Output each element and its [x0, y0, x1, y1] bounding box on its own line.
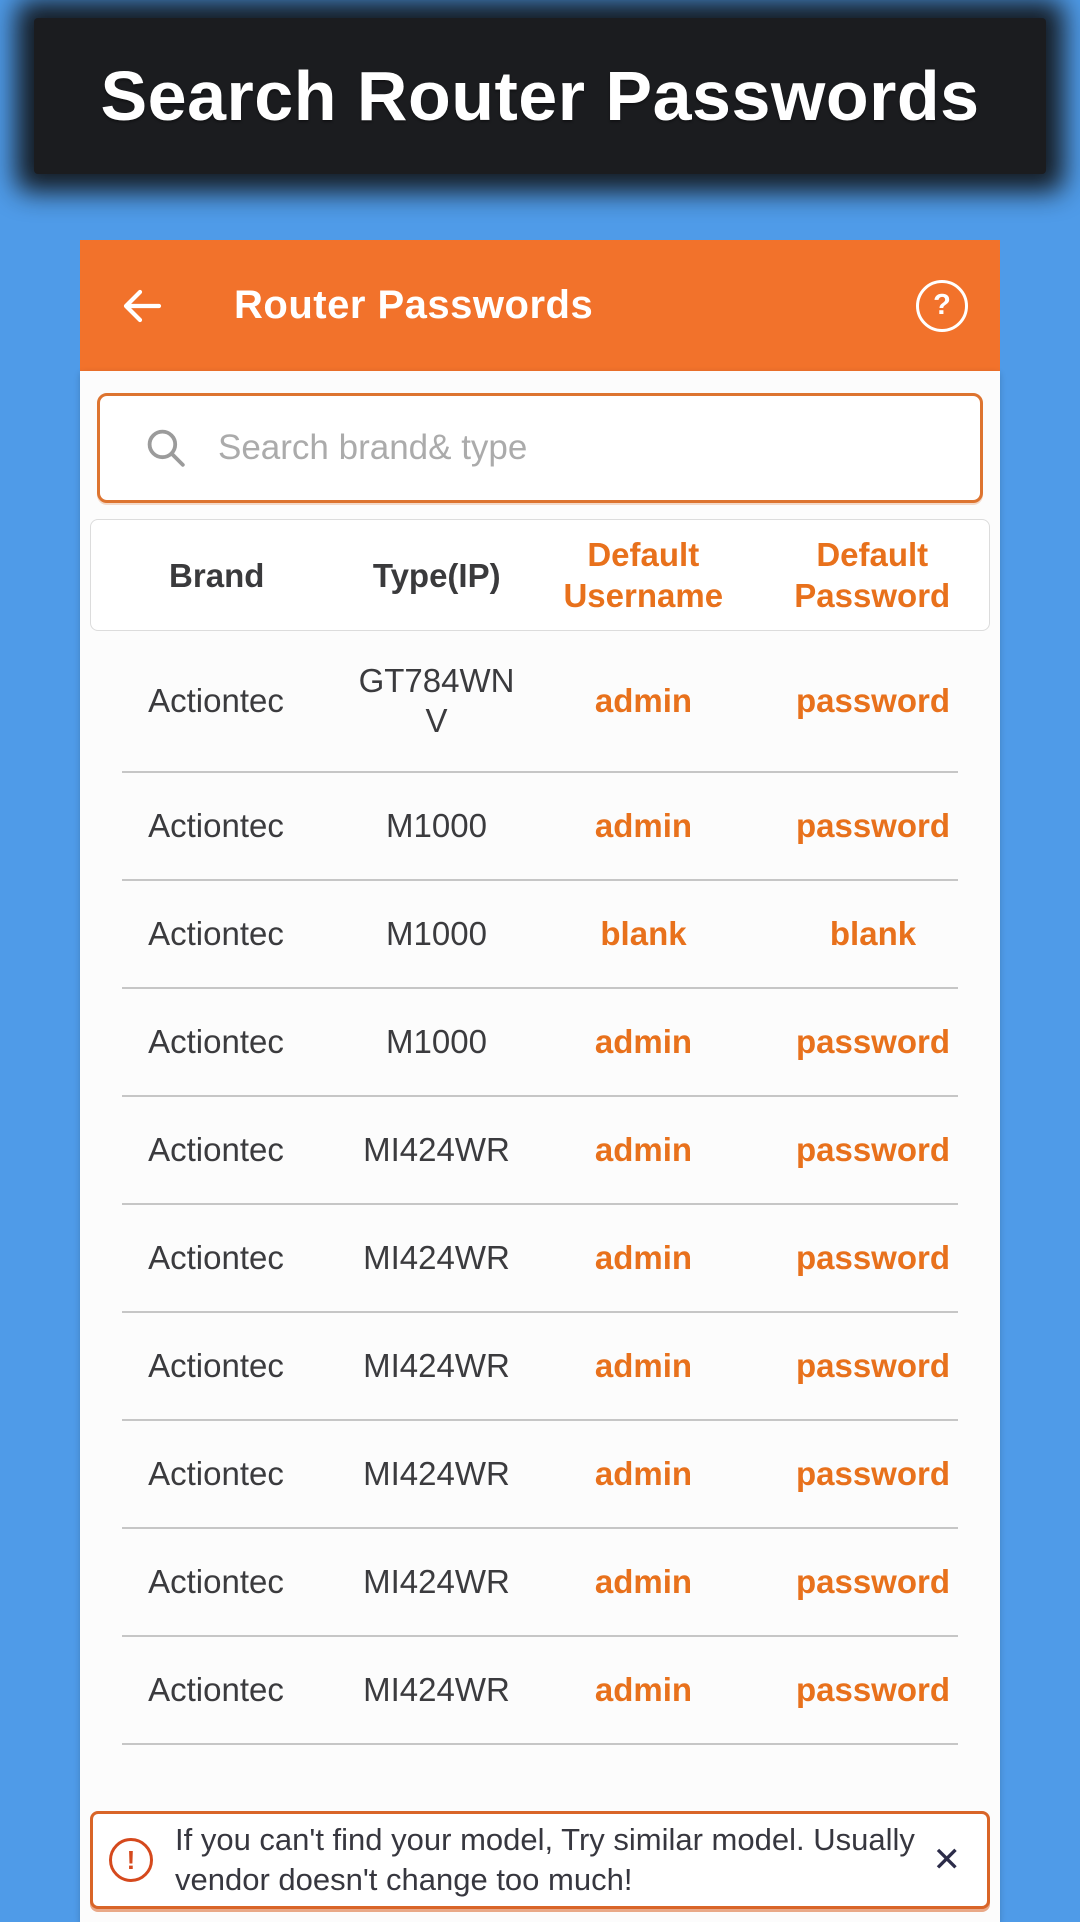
table-header	[90, 519, 990, 631]
table-row[interactable]	[90, 881, 990, 987]
cell-brand: Actiontec	[148, 1671, 284, 1708]
table-row[interactable]	[90, 1313, 990, 1419]
notice-text: If you can't find your model, Try similar model. Usually vendor doesn't change too much!	[175, 1822, 915, 1897]
cell-username: blank	[600, 915, 687, 952]
cell-username: admin	[594, 1563, 693, 1600]
cell-type: M1000	[386, 915, 487, 952]
cell-username: admin	[594, 1455, 693, 1492]
cell-type: M1000	[386, 1023, 487, 1060]
cell-password: password	[795, 1023, 951, 1060]
appbar-title: Router Passwords	[234, 283, 594, 327]
cell-username: admin	[594, 1347, 693, 1384]
table-row[interactable]	[90, 773, 990, 879]
search-icon	[142, 424, 190, 472]
cell-type: MI424WR	[363, 1563, 510, 1600]
cell-username: admin	[594, 1023, 693, 1060]
table-body	[80, 631, 1000, 1745]
cell-type: GT784WNV	[358, 662, 515, 739]
cell-username: admin	[594, 807, 693, 844]
warning-icon	[109, 1838, 153, 1882]
help-icon[interactable]	[916, 280, 968, 332]
table-row[interactable]	[90, 1097, 990, 1203]
search-box	[97, 393, 983, 503]
table-row[interactable]	[90, 1637, 990, 1743]
header-brand: Brand	[169, 556, 265, 594]
cell-username: admin	[594, 682, 693, 719]
cell-password: password	[795, 1455, 951, 1492]
table-row[interactable]	[90, 1421, 990, 1527]
cell-password: password	[795, 1347, 951, 1384]
cell-brand: Actiontec	[148, 1023, 284, 1060]
cell-brand: Actiontec	[148, 1455, 284, 1492]
banner-title: Search Router Passwords	[100, 57, 980, 135]
cell-username: admin	[594, 1131, 693, 1168]
table-row[interactable]	[90, 1529, 990, 1635]
cell-brand: Actiontec	[148, 807, 284, 844]
cell-password: password	[795, 1671, 951, 1708]
cell-password: password	[795, 682, 951, 719]
cell-brand: Actiontec	[148, 682, 284, 719]
row-divider	[122, 1743, 958, 1745]
cell-brand: Actiontec	[148, 915, 284, 952]
header-password: Default Password	[794, 536, 951, 614]
table-row[interactable]	[90, 989, 990, 1095]
cell-brand: Actiontec	[148, 1131, 284, 1168]
appbar	[80, 240, 1000, 371]
cell-type: MI424WR	[363, 1239, 510, 1276]
search-input[interactable]	[216, 427, 980, 469]
cell-type: M1000	[386, 807, 487, 844]
header-username: Default Username	[563, 536, 724, 614]
close-icon[interactable]	[933, 1840, 962, 1880]
cell-password: blank	[829, 915, 917, 952]
cell-password: password	[795, 1563, 951, 1600]
close-glyph: ✕	[932, 1841, 961, 1879]
cell-type: MI424WR	[363, 1671, 510, 1708]
cell-type: MI424WR	[363, 1347, 510, 1384]
cell-brand: Actiontec	[148, 1347, 284, 1384]
cell-username: admin	[594, 1671, 693, 1708]
cell-type: MI424WR	[363, 1455, 510, 1492]
cell-password: password	[795, 807, 951, 844]
notice-bar	[90, 1811, 990, 1909]
cell-brand: Actiontec	[148, 1563, 284, 1600]
banner	[34, 18, 1046, 174]
table-row[interactable]	[90, 1205, 990, 1311]
cell-password: password	[795, 1239, 951, 1276]
cell-type: MI424WR	[363, 1131, 510, 1168]
content-card	[80, 371, 1000, 1922]
cell-username: admin	[594, 1239, 693, 1276]
app-window	[80, 240, 1000, 1922]
cell-brand: Actiontec	[148, 1239, 284, 1276]
back-arrow-icon[interactable]	[116, 280, 168, 332]
table-row[interactable]	[90, 631, 990, 771]
cell-password: password	[795, 1131, 951, 1168]
warning-glyph: !	[126, 1844, 136, 1875]
header-type: Type(IP)	[372, 556, 501, 594]
help-glyph: ?	[933, 289, 951, 321]
